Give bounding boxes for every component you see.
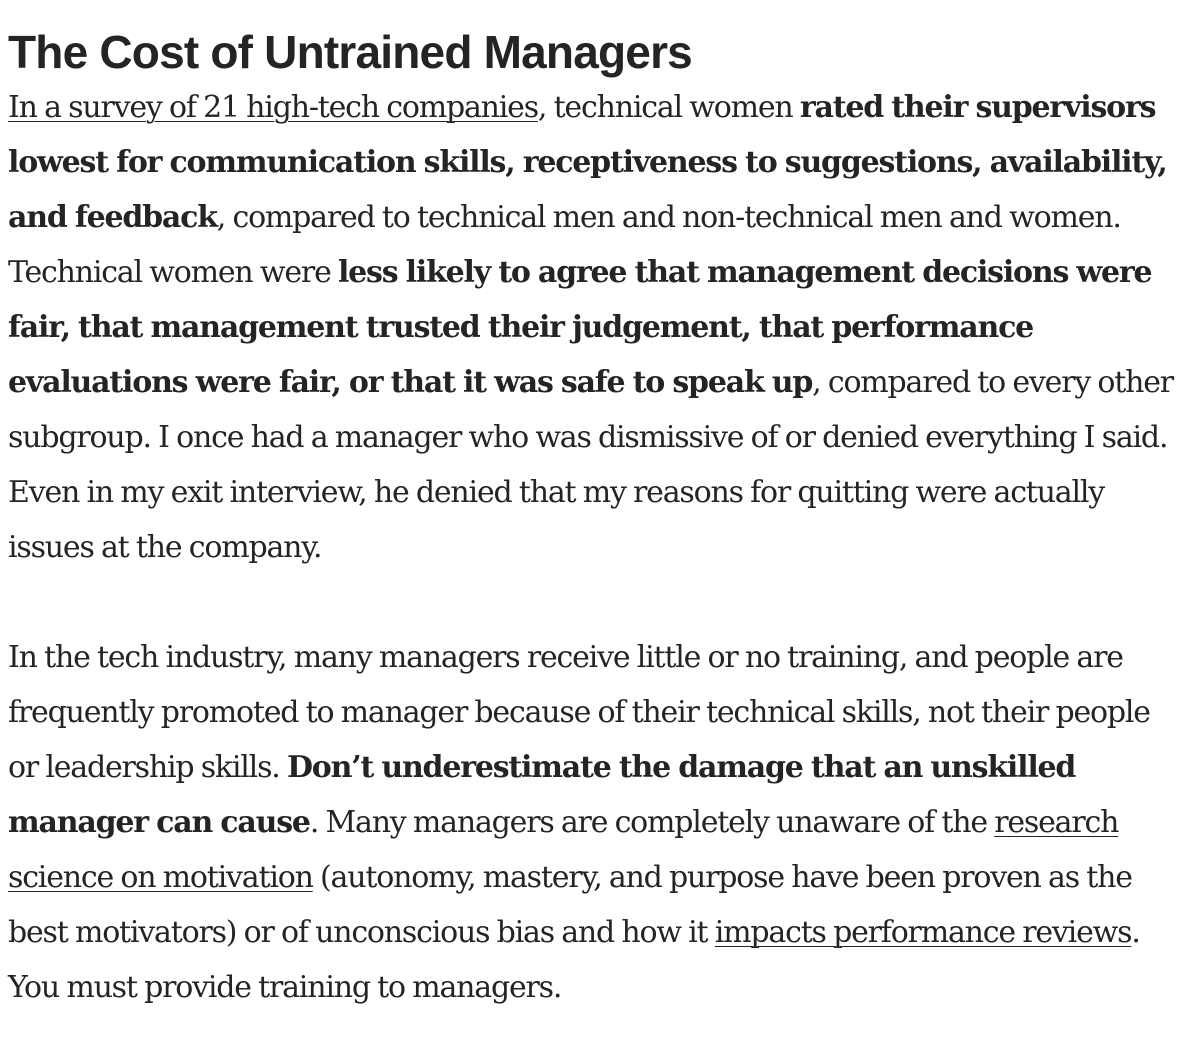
text-segment: . You must provide training to managers.: [8, 915, 1140, 1005]
text-segment: (autonomy, mastery, and purpose have been proven as the best motivators) or of unconscious bias and how it: [8, 860, 1132, 950]
performance-reviews-link[interactable]: impacts performance reviews: [714, 915, 1132, 950]
section-heading: The Cost of Untrained Managers: [8, 26, 692, 78]
paragraph-training: [8, 630, 1178, 1015]
survey-link[interactable]: In a survey of 21 high-tech companies: [8, 90, 538, 125]
bold-ratings: rated their supervisors lowest for communication skills, receptiveness to suggestions, availability, and feedback: [8, 90, 1167, 235]
text-segment: , compared to technical men and non-technical men and women. Technical women were: [8, 200, 1121, 290]
text-segment: , compared to every other subgroup. I once had a manager who was dismissive of or denied everything I said. Even in my exit interview, he denied that my reasons for quitting were actually issues at the company.: [8, 365, 1173, 565]
text-segment: In the tech industry, many managers receive little or no training, and people are frequently promoted to manager because of their technical skills, not their people or leadership skills.: [8, 640, 1150, 785]
motivation-research-link[interactable]: research science on motivation: [8, 805, 1119, 895]
paragraph-survey: [8, 80, 1178, 575]
bold-damage: Don’t underestimate the damage that an unskilled manager can cause: [8, 750, 1076, 840]
text-segment: . Many managers are completely unaware of the: [309, 805, 995, 840]
article-body: [8, 14, 1178, 1015]
bold-fairness: less likely to agree that management decisions were fair, that management trusted their judgement, that performance evaluations were fair, or that it was safe to speak up: [8, 255, 1152, 400]
text-segment: , technical women: [537, 90, 800, 125]
